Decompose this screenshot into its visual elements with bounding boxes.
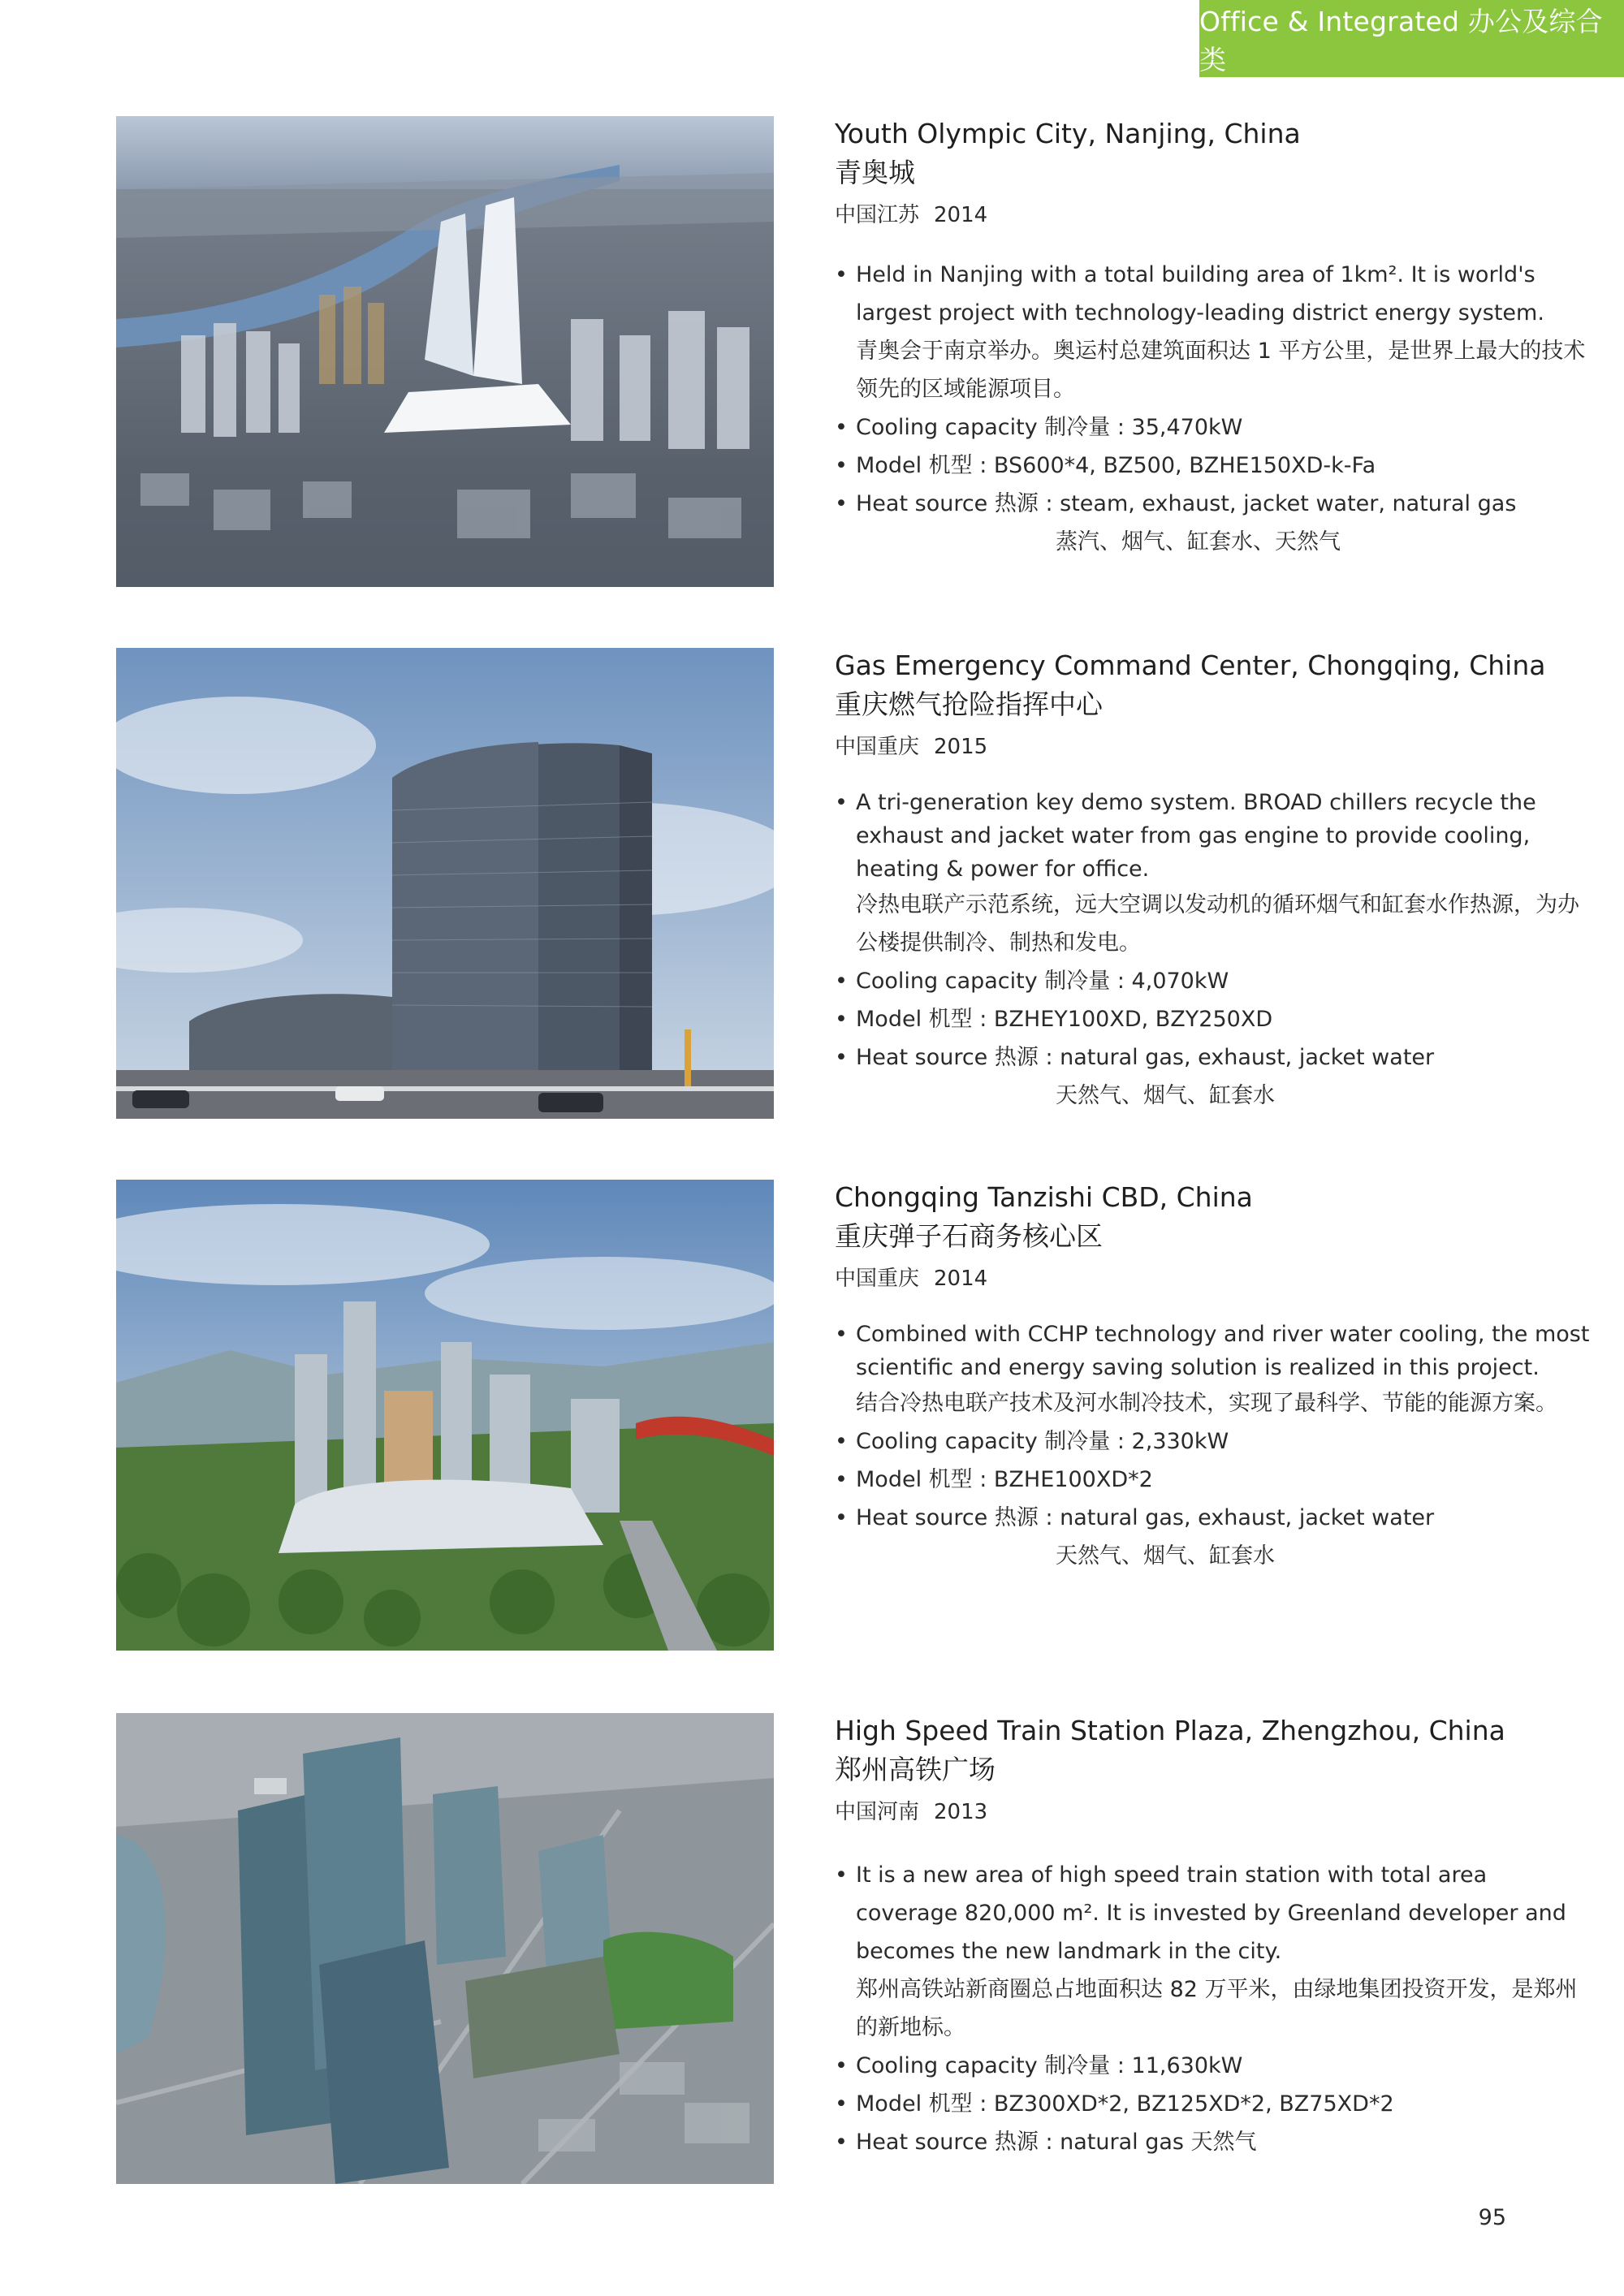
model: • Model 机型 : BZ300XD*2, BZ125XD*2, BZ75XD*2 (835, 2085, 1590, 2123)
model: • Model 机型 : BZHEY100XD, BZY250XD (835, 1000, 1590, 1038)
description-item (835, 1856, 1590, 2047)
model: • Model 机型 : BS600*4, BZ500, BZHE150XD-k-Fa (835, 447, 1590, 485)
heat-source-cn: 天然气、烟气、缸套水 (1056, 1543, 1275, 1569)
project-title: High Speed Train Station Plaza, Zhengzhou, China (835, 1715, 1505, 1746)
description-cn: 冷热电联产示范系统，远大空调以发动机的循环烟气和缸套水作热源，为办公楼提供制冷、制热和发电。 (856, 892, 1579, 956)
heat-source (835, 485, 1590, 561)
project-meta (835, 1262, 1590, 1295)
heat-source: • Heat source 热源 : natural gas 天然气 (835, 2123, 1590, 2161)
project-meta (835, 731, 1590, 763)
project-details (835, 256, 1590, 561)
cooling-capacity: • Cooling capacity 制冷量 : 35,470kW (835, 408, 1590, 447)
heat-source (835, 1038, 1590, 1115)
chongqing-tanzishi-cbd-photo (116, 1180, 774, 1651)
project-details (835, 1318, 1590, 1575)
project-details (835, 1856, 1590, 2161)
project-zhengzhou-train-station-plaza (0, 1713, 1624, 2184)
project-info (835, 648, 1590, 1115)
project-title-cn: 青奥城 (835, 157, 915, 188)
project-youth-olympic-city (0, 116, 1624, 587)
description-en: • A tri-generation key demo system. BROAD chillers recycle the exhaust and jacket water from gas engine to provide cooling, heating & power for office. (856, 790, 1536, 882)
description-en: • Combined with CCHP technology and river water cooling, the most scientific and energy saving solution is realized in this project. (856, 1322, 1590, 1380)
description-item (835, 256, 1590, 408)
heat-source-cn: 天然气、烟气、缸套水 (1056, 1083, 1275, 1108)
category-tab (1199, 0, 1624, 77)
project-title-cn: 郑州高铁广场 (835, 1754, 996, 1785)
project-title-cn: 重庆弹子石商务核心区 (835, 1220, 1103, 1252)
project-year: 2015 (934, 735, 988, 759)
cooling-capacity: • Cooling capacity 制冷量 : 4,070kW (835, 962, 1590, 1000)
description-en: • Held in Nanjing with a total building area of 1km². It is world's largest project with technology-leading district energy system. (856, 262, 1544, 326)
project-title-cn: 重庆燃气抢险指挥中心 (835, 688, 1103, 720)
category-label: Office & Integrated 办公及综合类 (1199, 5, 1603, 76)
cooling-capacity: • Cooling capacity 制冷量 : 11,630kW (835, 2047, 1590, 2085)
project-title: Gas Emergency Command Center, Chongqing, China (835, 650, 1546, 681)
project-chongqing-tanzishi-cbd (0, 1180, 1624, 1651)
project-details (835, 786, 1590, 1115)
project-info (835, 116, 1590, 561)
project-title: Chongqing Tanzishi CBD, China (835, 1181, 1253, 1213)
project-location: 中国河南 (835, 1800, 920, 1824)
project-location: 中国江苏 (835, 203, 920, 227)
heat-source-en: • Heat source 热源 : steam, exhaust, jacket water, natural gas (856, 491, 1517, 516)
heat-source-cn: 蒸汽、烟气、缸套水、天然气 (1056, 529, 1341, 555)
project-gas-emergency-command-center (0, 648, 1624, 1119)
page-number: 95 (1478, 2205, 1506, 2230)
project-meta (835, 1796, 1590, 1828)
youth-olympic-city-aerial-photo (116, 116, 774, 587)
gas-emergency-command-center-photo (116, 648, 774, 1119)
heat-source-en: • Heat source 热源 : natural gas, exhaust, jacket water (856, 1505, 1435, 1530)
project-title: Youth Olympic City, Nanjing, China (835, 118, 1301, 149)
project-year: 2013 (934, 1800, 988, 1824)
description-item (835, 786, 1590, 962)
project-year: 2014 (934, 203, 988, 227)
heat-source-en: • Heat source 热源 : natural gas, exhaust, jacket water (856, 1045, 1435, 1070)
cooling-capacity: • Cooling capacity 制冷量 : 2,330kW (835, 1422, 1590, 1461)
project-meta (835, 199, 1590, 231)
project-info (835, 1713, 1590, 2161)
zhengzhou-train-station-plaza-photo (116, 1713, 774, 2184)
project-location: 中国重庆 (835, 735, 920, 759)
description-cn: 青奥会于南京举办。奥运村总建筑面积达 1 平方公里，是世界上最大的技术领先的区域能源项目。 (856, 339, 1586, 402)
heat-source (835, 1499, 1590, 1575)
description-item (835, 1318, 1590, 1422)
description-cn: 郑州高铁站新商圈总占地面积达 82 万平米，由绿地集团投资开发，是郑州的新地标。 (856, 1977, 1578, 2040)
project-info (835, 1180, 1590, 1575)
project-location: 中国重庆 (835, 1267, 920, 1291)
description-cn: 结合冷热电联产技术及河水制冷技术，实现了最科学、节能的能源方案。 (856, 1391, 1557, 1416)
description-en: • It is a new area of high speed train station with total area coverage 820,000 m². It is invested by Greenland developer and becomes the new landmark in the city. (856, 1862, 1566, 1964)
model: • Model 机型 : BZHE100XD*2 (835, 1461, 1590, 1499)
project-year: 2014 (934, 1267, 988, 1291)
